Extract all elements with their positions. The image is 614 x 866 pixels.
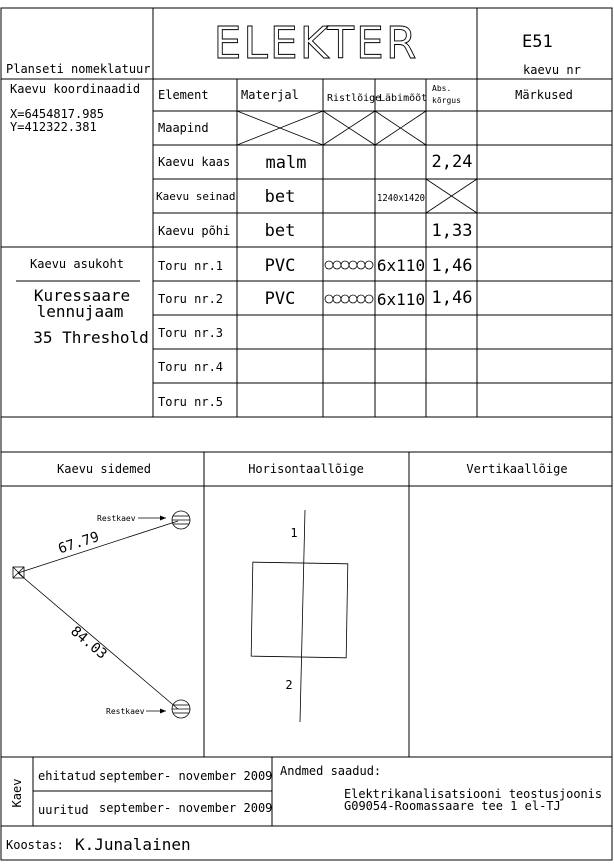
author-label: Koostas: bbox=[6, 838, 64, 852]
row-material: bet bbox=[264, 221, 296, 241]
col-header-cross-section: Ristlõige bbox=[327, 93, 382, 104]
row-material: PVC bbox=[264, 256, 296, 276]
row-element: Kaevu põhi bbox=[158, 224, 231, 238]
pipe-1-label: 1 bbox=[290, 526, 298, 540]
pipe-cross-section-circles bbox=[325, 261, 373, 269]
row-material: bet bbox=[264, 187, 296, 207]
grate-well-symbol-lower bbox=[172, 700, 190, 718]
location-label: Kaevu asukoht bbox=[30, 257, 124, 271]
lower-distance: 84.03 bbox=[67, 623, 110, 663]
row-abs-height: 2,24 bbox=[431, 152, 473, 172]
table-row bbox=[158, 221, 472, 241]
upper-distance: 67.79 bbox=[56, 529, 102, 558]
row-element: Maapind bbox=[158, 121, 209, 135]
row-abs-height: 1,46 bbox=[431, 256, 473, 276]
section-horizontal-title: Horisontaallõige bbox=[248, 462, 364, 476]
upper-target-label: Restkaev bbox=[97, 514, 136, 523]
row-element: Toru nr.5 bbox=[158, 395, 224, 409]
row-diameter: 1240x1420 bbox=[377, 193, 425, 204]
row-abs-height: 1,33 bbox=[431, 221, 473, 241]
location-line-1: Kuressaare bbox=[33, 286, 131, 305]
table-row bbox=[158, 288, 472, 309]
row-diameter: 6x110 bbox=[376, 256, 426, 275]
crossed-cell bbox=[426, 179, 477, 213]
location-line-2: lennujaam bbox=[36, 302, 124, 321]
surveyed-value: september- november 2009 bbox=[99, 801, 273, 815]
crossed-cells bbox=[237, 111, 426, 145]
col-header-abs-height-2: kõrgus bbox=[432, 96, 461, 105]
coord-x: X=6454817.985 bbox=[10, 107, 104, 121]
table-row bbox=[158, 360, 223, 374]
row-element: Toru nr.1 bbox=[158, 259, 224, 273]
row-element: Kaevu kaas bbox=[158, 155, 231, 169]
links-plan-drawing bbox=[13, 511, 190, 718]
lower-target-label: Restkaev bbox=[106, 707, 145, 716]
row-diameter: 6x110 bbox=[376, 290, 426, 309]
horizontal-section-drawing bbox=[251, 510, 348, 722]
table-row bbox=[158, 152, 472, 173]
col-header-element: Element bbox=[158, 88, 209, 102]
col-header-diameter: Läbimõõt bbox=[379, 93, 428, 104]
col-header-abs-height-1: Abs. bbox=[432, 84, 452, 93]
col-header-notes: Märkused bbox=[515, 88, 573, 102]
well-code: E51 bbox=[522, 32, 553, 52]
built-label: ehitatud bbox=[38, 769, 96, 783]
section-links-title: Kaevu sidemed bbox=[57, 462, 151, 476]
col-header-material: Materjal bbox=[241, 88, 299, 102]
coord-y: Y=412322.381 bbox=[10, 120, 97, 134]
surveyed-label: uuritud bbox=[38, 803, 89, 817]
source-label: Andmed saadud: bbox=[280, 764, 382, 778]
row-element: Toru nr.4 bbox=[158, 360, 224, 374]
grate-well-symbol-upper bbox=[172, 511, 190, 529]
table-row bbox=[156, 179, 477, 213]
pipe-cross-section-circles bbox=[325, 295, 373, 303]
frame-grid bbox=[1, 8, 612, 860]
row-material: PVC bbox=[264, 289, 296, 309]
source-line-1: Elektrikanalisatsiooni teostusjoonis bbox=[344, 787, 602, 801]
coords-label: Kaevu koordinaadid bbox=[10, 82, 141, 96]
row-material: malm bbox=[265, 153, 307, 173]
page-title: ELEKTER bbox=[213, 18, 419, 69]
row-abs-height: 1,46 bbox=[431, 288, 473, 308]
row-element: Toru nr.2 bbox=[158, 292, 224, 306]
location-line-3: 35 Threshold bbox=[33, 328, 149, 347]
side-label: Kaev bbox=[10, 778, 24, 808]
table-row bbox=[158, 111, 426, 145]
table-row bbox=[158, 256, 472, 276]
table-row bbox=[158, 326, 223, 340]
table-row bbox=[158, 395, 223, 409]
author-value: K.Junalainen bbox=[75, 835, 191, 854]
built-value: september- november 2009 bbox=[99, 769, 273, 783]
sheet-label: Planseti nomeklatuur bbox=[6, 62, 151, 76]
source-line-2: G09054-Roomassaare tee 1 el-TJ bbox=[344, 799, 561, 813]
section-vertical-title: Vertikaallõige bbox=[466, 462, 568, 476]
pipe-2-label: 2 bbox=[285, 678, 293, 692]
row-element: Toru nr.3 bbox=[158, 326, 224, 340]
well-code-label: kaevu nr bbox=[523, 63, 581, 77]
row-element: Kaevu seinad bbox=[156, 190, 236, 203]
